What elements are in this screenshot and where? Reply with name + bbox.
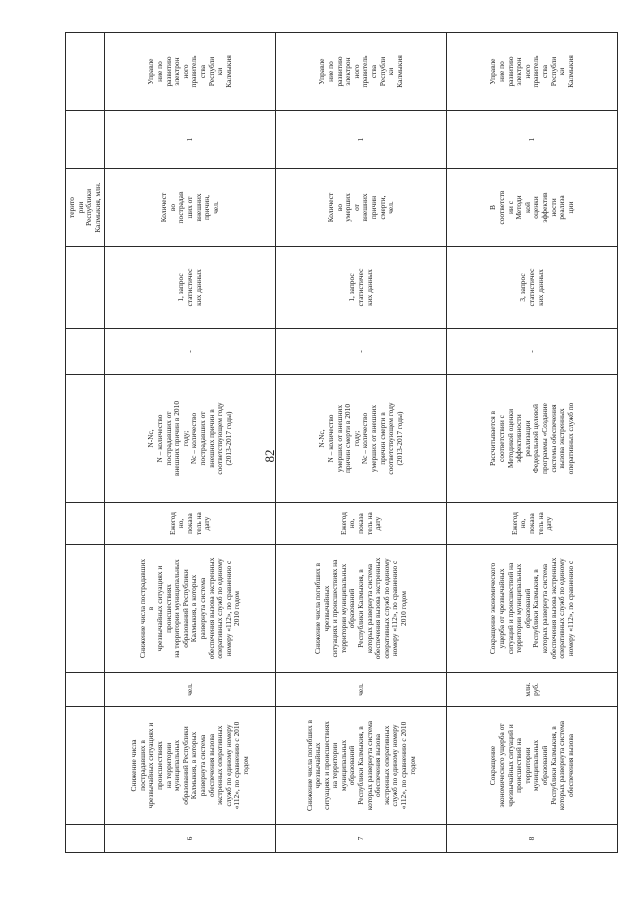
indicator-definition: Снижение числа погибших в чрезвычайных ситуациях и происшествиях на территории муниципальных образований Республики Калмыкия, в которых развернута система обеспечения вызова экстренных оперативных служб по единому номеру «112», по сравнению с 2010 годом bbox=[276, 545, 447, 673]
indicator-name: Сокращение экономического ущерба от чрезвычайных ситуаций и происшествий на территории муниципальных образований Республики Калмыкия, в которых развернута система обеспечения вызова bbox=[447, 707, 618, 825]
header-cell-11 bbox=[66, 33, 105, 111]
header-cell-4 bbox=[66, 545, 105, 673]
coverage: 1 bbox=[105, 111, 276, 169]
collection-method: 1, запрос статистичес ких данных bbox=[276, 247, 447, 329]
empty-column: - bbox=[447, 329, 618, 375]
header-cell-9: терито рии Республики Калмыкия, млн. bbox=[66, 169, 105, 247]
header-cell-6 bbox=[66, 375, 105, 503]
header-cell-10 bbox=[66, 111, 105, 169]
collection-method: 1, запрос статистичес ких данных bbox=[105, 247, 276, 329]
formula: Рассчитывается в соответствии с Методикой оценки эффективности реализации Федеральной целевой программы «Создание системы обеспечения вызова экстренных оперативных служб по bbox=[447, 375, 618, 503]
periodicity: Ежегод но, показа тель на дату bbox=[447, 503, 618, 545]
periodicity: Ежегод но, показа тель на дату bbox=[276, 503, 447, 545]
indicator-name: Снижение числа пострадавших в чрезвычайных ситуациях и происшествиях на территории муниципальных образований Республики Калмыкия, в которых развернута система обеспечения вызова экстренных оперативных служб по единому номеру «112», по сравнению с 2010 годом bbox=[105, 707, 276, 825]
header-cell-7 bbox=[66, 329, 105, 375]
header-cell-3 bbox=[66, 673, 105, 707]
unit: чел. bbox=[276, 673, 447, 707]
observation-object: В соответств ии с Методи кой оценки эффектив ности реализа ции bbox=[447, 169, 618, 247]
coverage: 1 bbox=[447, 111, 618, 169]
indicator-definition: Снижение числа пострадавших в чрезвычайных ситуациях и происшествиях на территории муниципальных образований Республики Калмыкия, в которых развернута система обеспечения вызова экстренных оперативных служб по единому номеру «112», по сравнению с 2010 годом bbox=[105, 545, 276, 673]
header-cell-1 bbox=[66, 825, 105, 853]
empty-column: - bbox=[276, 329, 447, 375]
row-number: 7 bbox=[276, 825, 447, 853]
formula: N-Nc, N – количество умерших от внешних причин смерти в 2010 году; Nc – количество умерших от внешних причин смерти в соответствующем году (2013-2017 годы) bbox=[276, 375, 447, 503]
responsible-body: Управле ние по развитию электрон ного правитель ства Республи ки Калмыкия bbox=[276, 33, 447, 111]
header-cell-2 bbox=[66, 707, 105, 825]
responsible-body: Управле ние по развитию электрон ного правитель ства Республи ки Калмыкия bbox=[447, 33, 618, 111]
rotated-table-wrapper bbox=[65, 33, 600, 853]
header-cell-5 bbox=[66, 503, 105, 545]
observation-object: Количест во умерших от внешних причин смерти, чел. bbox=[276, 169, 447, 247]
table-row bbox=[276, 33, 447, 853]
empty-column: - bbox=[105, 329, 276, 375]
collection-method: 3, запрос статистичес ких данных bbox=[447, 247, 618, 329]
coverage: 1 bbox=[276, 111, 447, 169]
table-row bbox=[105, 33, 276, 853]
table-header-row bbox=[66, 33, 105, 853]
indicator-definition: Сокращение экономического ущерба от чрезвычайных ситуаций и происшествий на территории муниципальных образований Республики Калмыкия, в которых развернута система обеспечения вызова экстренных оперативных служб по единому номеру «112», по сравнению с bbox=[447, 545, 618, 673]
row-number: 8 bbox=[447, 825, 618, 853]
periodicity: Ежегод но, показа тель на дату bbox=[105, 503, 276, 545]
observation-object: Количест во пострадав ших от внешних причин, чел. bbox=[105, 169, 276, 247]
indicator-table bbox=[65, 32, 618, 853]
header-cell-8 bbox=[66, 247, 105, 329]
page-number: 82 bbox=[262, 449, 277, 463]
unit: чел. bbox=[105, 673, 276, 707]
formula: N-Nc, N – количество пострадавших от внешних причин в 2010 году; Nc – количество пострадавших от внешних причин в соответствующем году (2013-2017 годы) bbox=[105, 375, 276, 503]
table-row bbox=[447, 33, 618, 853]
indicator-name: Снижение числа погибших в чрезвычайных ситуациях и происшествиях на территории муниципальных образований Республики Калмыкия, в которых развернута система обеспечения вызова экстренных оперативных служб по единому номеру «112», по сравнению с 2010 годом bbox=[276, 707, 447, 825]
unit: млн. руб. bbox=[447, 673, 618, 707]
row-number: 6 bbox=[105, 825, 276, 853]
responsible-body: Управле ние по развитию электрон ного правитель ства Республи ки Калмыкия bbox=[105, 33, 276, 111]
